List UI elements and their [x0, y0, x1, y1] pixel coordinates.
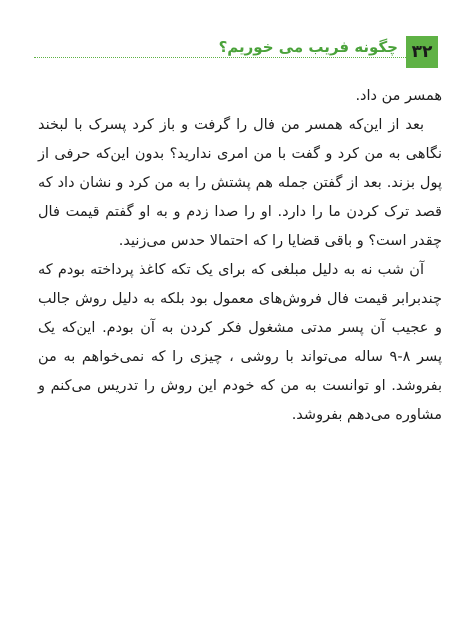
chapter-title: چگونه فریب می خوریم؟ — [218, 38, 398, 56]
paragraph: بعد از این‌که همسر من فال را گرفت و باز کرد پسرک با لبخند نگاهی به من کرد و گفت با من امری ندارید؟ بدون این‌که حرفی از پول بزند. بعد از گفتن جمله هم پشتش را به من کرد و نشان داد که قصد ترک کردن ما را دارد. او را صدا زدم و به او گفتم قیمت فال چقدر است؟ و باقی قضایا را که احتمالا حدس می‌زنید. — [38, 117, 442, 249]
page-header — [34, 36, 438, 68]
paragraph: آن شب نه به دلیل مبلغی که برای یک تکه کاغذ پرداخته بودم که چندبرابر قیمت فال فروش‌های معمول بود بلکه به دلیل روش جالب و عجیب آن پسر مدتی مشغول فکر کردن به آن بودم. این‌که یک پسر ۸-۹ ساله می‌تواند با روشی ، چیزی را که نمی‌خواهم به من بفروشد. او توانست به من که خودم این روش را تدریس می‌کنم و مشاوره می‌دهم بفروشد. — [38, 262, 442, 423]
body-text — [38, 82, 442, 430]
page-number: ۳۲ — [406, 36, 438, 68]
paragraph: همسر من داد. — [355, 88, 442, 104]
header-divider — [34, 57, 406, 58]
